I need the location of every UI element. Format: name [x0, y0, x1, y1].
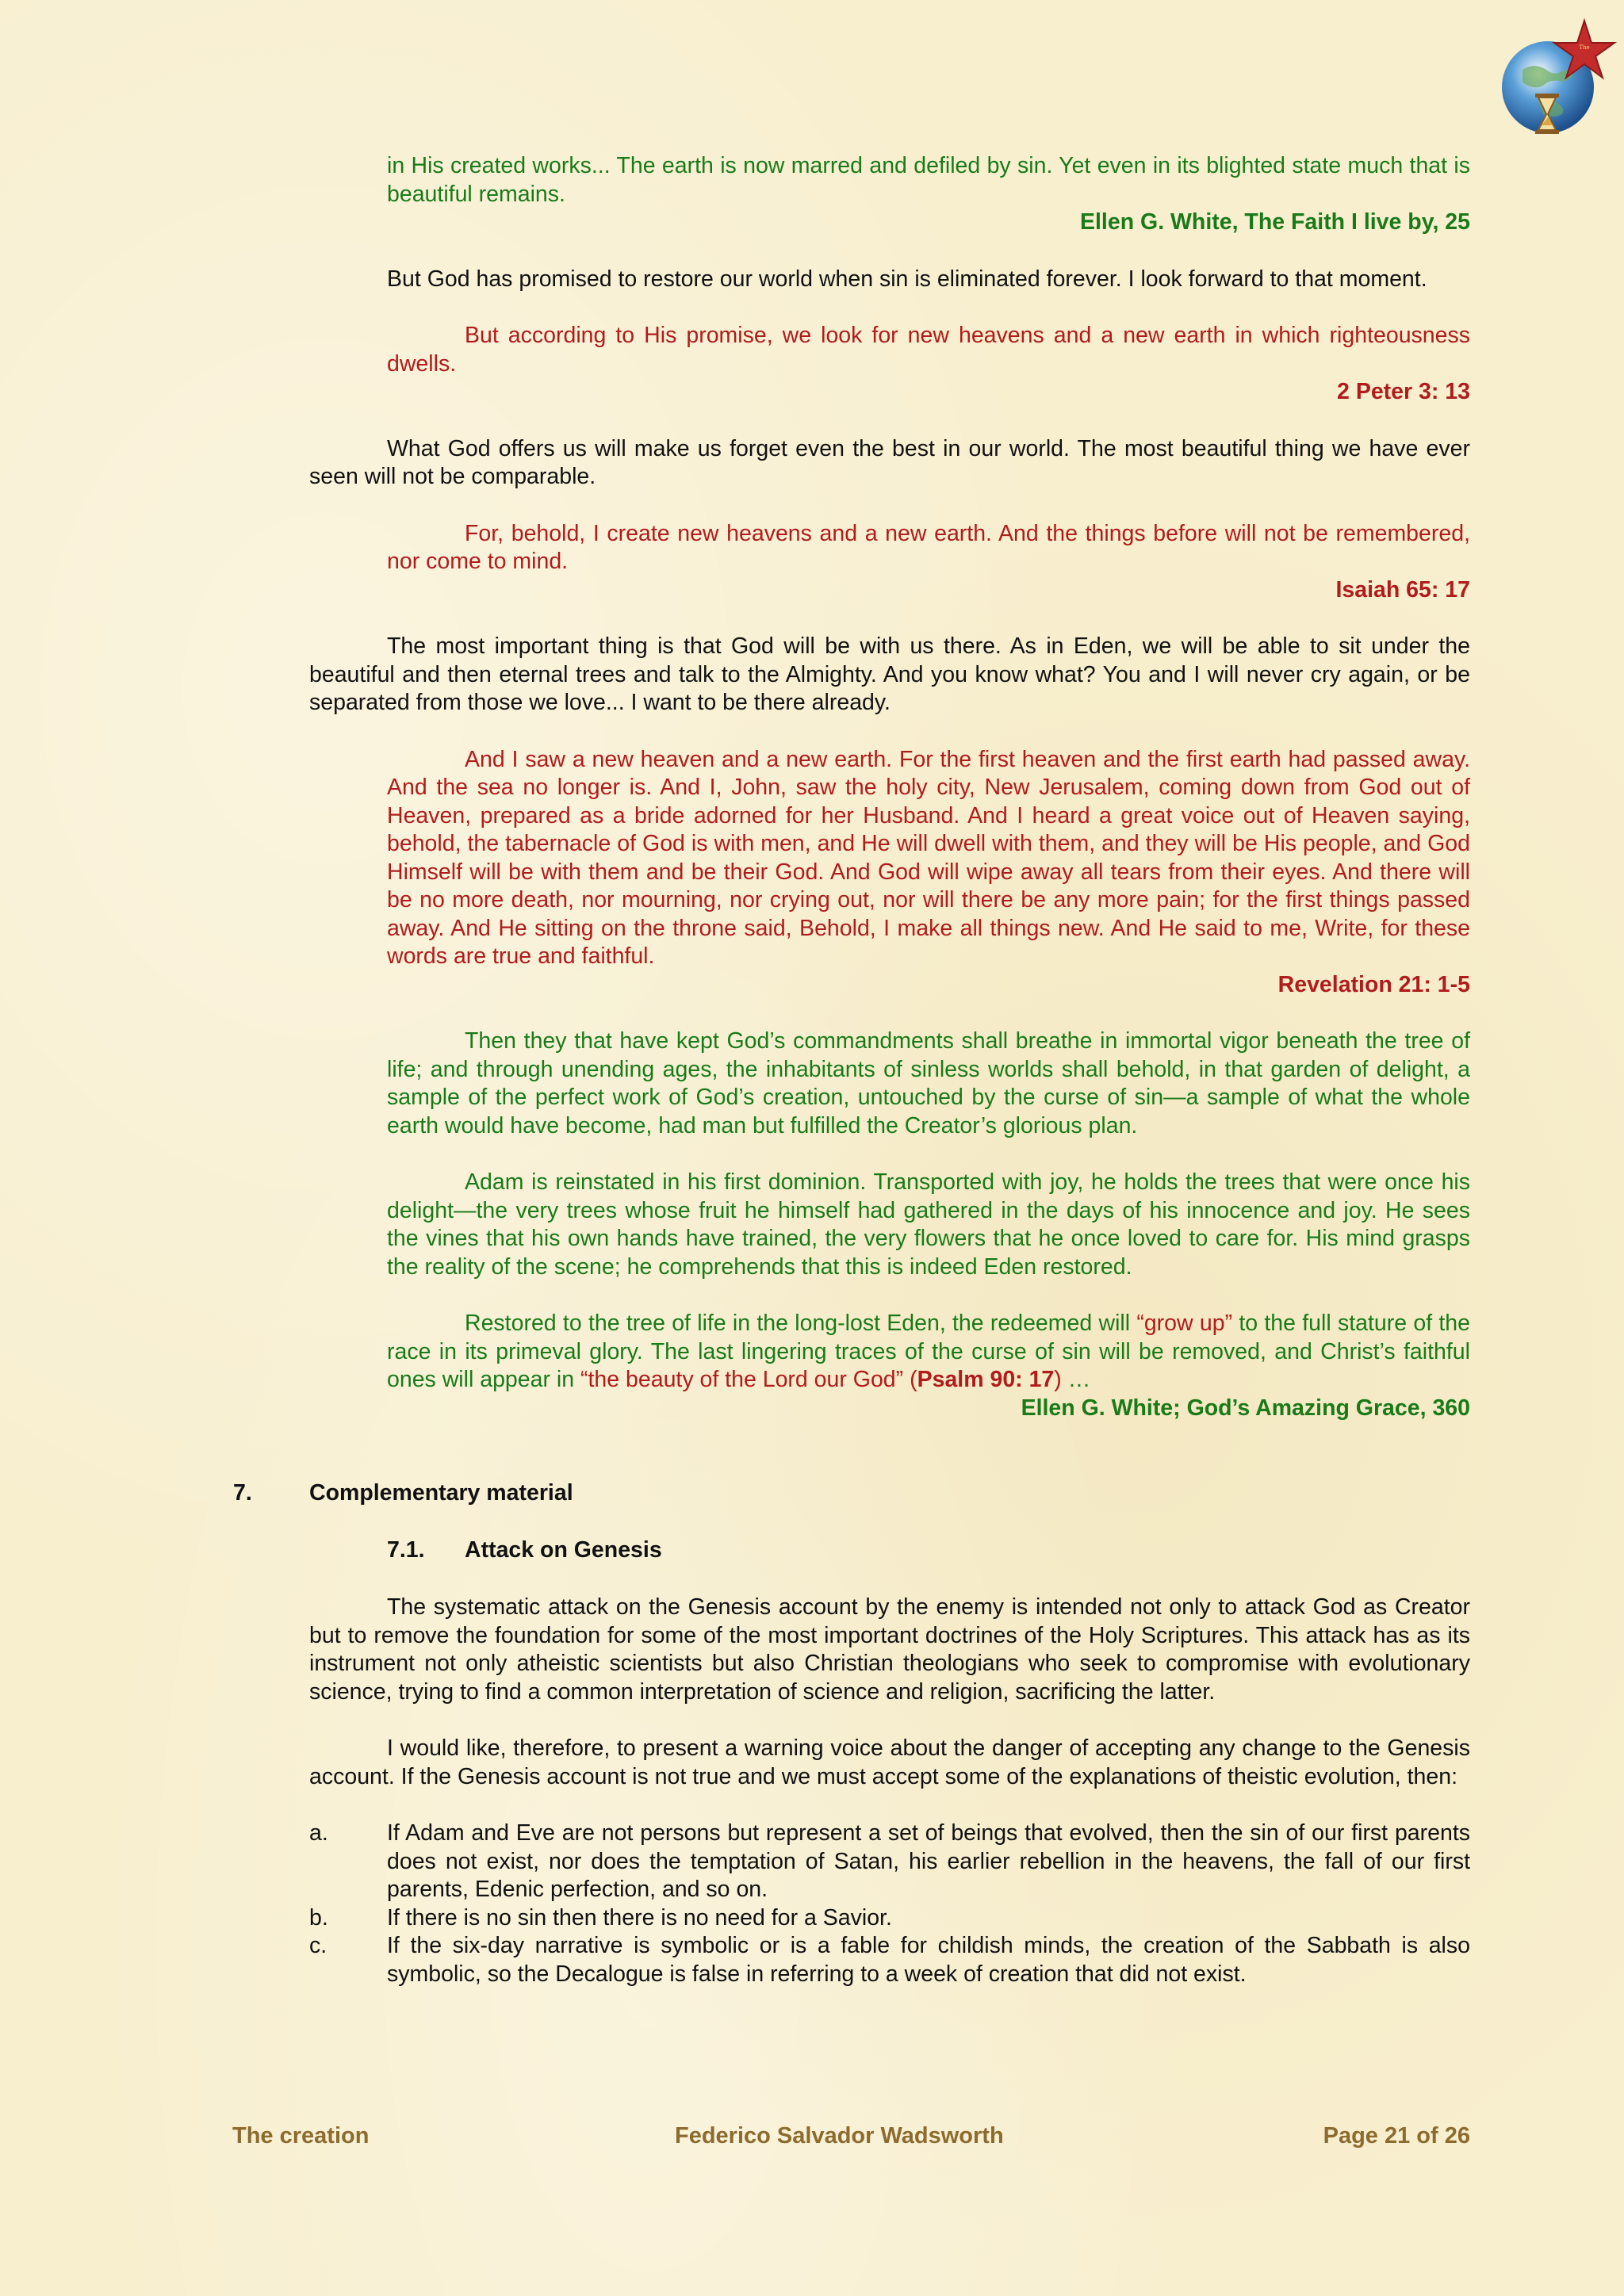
ellen-white-quote: [387, 1310, 1470, 1395]
quote-source: Ellen G. White, The Faith I live by, 25: [1080, 209, 1470, 235]
scripture-reference: Psalm 90: 17: [917, 1367, 1055, 1392]
list-letter: b.: [309, 1904, 328, 1931]
body-paragraph: The most important thing is that God will be with us there. As in Eden, we will be able to sit under the beautiful and then eternal trees and talk to the Almighty. And you know what? You and I will never cry again, or be separated from those we love... I want to be there already.: [309, 633, 1470, 715]
ellen-white-quote: in His created works... The earth is now marred and defiled by sin. Yet even in its blighted state much that is beautiful remains.: [387, 153, 1470, 207]
page-footer: [232, 2123, 1470, 2155]
lettered-list: [309, 1820, 1470, 1988]
body-paragraph: What God offers us will make us forget even the best in our world. The most beautiful thing we have ever seen will not be comparable.: [309, 435, 1470, 489]
scripture-quote: But according to His promise, we look for new heavens and a new earth in which righteousness dwells.: [387, 323, 1470, 377]
body-paragraph: But God has promised to restore our world when sin is eliminated forever. I look forward to that moment.: [387, 266, 1427, 292]
svg-text:The: The: [1579, 44, 1590, 51]
quote-source: Isaiah 65: 17: [1335, 576, 1470, 603]
list-item: [309, 1904, 1470, 1933]
list-text: If there is no sin then there is no need for a Savior.: [387, 1904, 892, 1931]
body-paragraph: The systematic attack on the Genesis account by the enemy is intended not only to attack God as Creator but to remove the foundation for some of the most important doctrines of the Holy Scriptures. This attack has as its instrument not only atheistic scientists but also Christian theologians who seek to compromise with evolutionary science, trying to find a common interpretation of science and religion, sacrificing the latter.: [309, 1594, 1470, 1705]
paren: (: [903, 1367, 917, 1392]
subsection-number: 7.1.: [387, 1537, 425, 1563]
list-text: If Adam and Eve are not persons but represent a set of beings that evolved, then the sin of our first parents does not exist, nor does the temptation of Satan, his earlier rebellion in the heavens, the fall of our first parents, Edenic perfection, and so on.: [387, 1820, 1470, 1902]
globe-hourglass-star-logo: [1491, 14, 1618, 141]
quoted-phrase: “the beauty of the Lord our God”: [580, 1367, 904, 1392]
paren: ): [1054, 1367, 1062, 1392]
quote-text: to the full stature of the race in its primeval glory. The last lingering traces of the curse of sin will be removed, and Christ’s faithful ones will appear in: [387, 1311, 1471, 1392]
quote-source: Ellen G. White; God’s Amazing Grace, 360: [1021, 1395, 1470, 1421]
section-heading: [233, 1479, 1470, 1508]
document-body: [233, 152, 1471, 1988]
body-paragraph: I would like, therefore, to present a warning voice about the danger of accepting any change to the Genesis account. If the Genesis account is not true and we must accept some of the explanations of theistic evolution, then:: [309, 1735, 1470, 1789]
ellen-white-quote: Adam is reinstated in his first dominion. Transported with joy, he holds the trees that were once his delight—the very trees whose fruit he himself had gathered in the days of his innocence and joy. He sees the vines that his own hands have trained, the very flowers that he once loved to care for. His mind grasps the reality of the scene; he comprehends that this is indeed Eden restored.: [387, 1169, 1470, 1280]
scripture-quote: And I saw a new heaven and a new earth. For the first heaven and the first earth had passed away. And the sea no longer is. And I, John, saw the holy city, New Jerusalem, coming down from God out of Heaven, prepared as a bride adorned for her Husband. And I heard a great voice out of Heaven saying, behold, the tabernacle of God is with men, and He will dwell with them, and they will be His people, and God Himself will be with them and be their God. And God will wipe away all tears from their eyes. And there will be no more death, nor mourning, nor crying out, nor will there be any more pain; for the first things passed away. And He sitting on the throne said, Behold, I make all things new. And He said to me, Write, for these words are true and faithful.: [387, 746, 1470, 969]
list-item: [309, 1932, 1470, 1988]
footer-title: The creation: [232, 2123, 370, 2149]
subsection-heading: [387, 1536, 1470, 1565]
section-title: Complementary material: [309, 1480, 573, 1506]
list-item: [309, 1820, 1470, 1904]
ellen-white-quote: Then they that have kept God’s commandments shall breathe in immortal vigor beneath the tree of life; and through unending ages, the inhabitants of sinless worlds shall behold, in that garden of delight, a sample of the perfect work of God’s creation, untouched by the curse of sin—a sample of what the whole earth would have become, had man but fulfilled the Creator’s glorious plan.: [387, 1028, 1470, 1138]
quote-source: 2 Peter 3: 13: [1337, 379, 1470, 404]
list-letter: c.: [309, 1933, 327, 1958]
scripture-quote: For, behold, I create new heavens and a new earth. And the things before will not be remembered, nor come to mind.: [387, 520, 1470, 574]
quote-source: Revelation 21: 1-5: [1277, 971, 1470, 997]
quote-text: Restored to the tree of life in the long-lost Eden, the redeemed will: [465, 1311, 1137, 1336]
list-letter: a.: [309, 1820, 328, 1846]
footer-author: Federico Salvador Wadsworth: [675, 2123, 1004, 2149]
ellipsis: …: [1061, 1367, 1091, 1392]
subsection-title: Attack on Genesis: [465, 1537, 662, 1563]
quoted-phrase: “grow up”: [1136, 1311, 1233, 1336]
list-text: If the six-day narrative is symbolic or is a fable for childish minds, the creation of the Sabbath is also symbolic, so the Decalogue is false in referring to a week of creation that did not exist.: [387, 1933, 1470, 1987]
footer-page-number: Page 21 of 26: [1323, 2123, 1470, 2149]
section-number: 7.: [233, 1480, 252, 1506]
